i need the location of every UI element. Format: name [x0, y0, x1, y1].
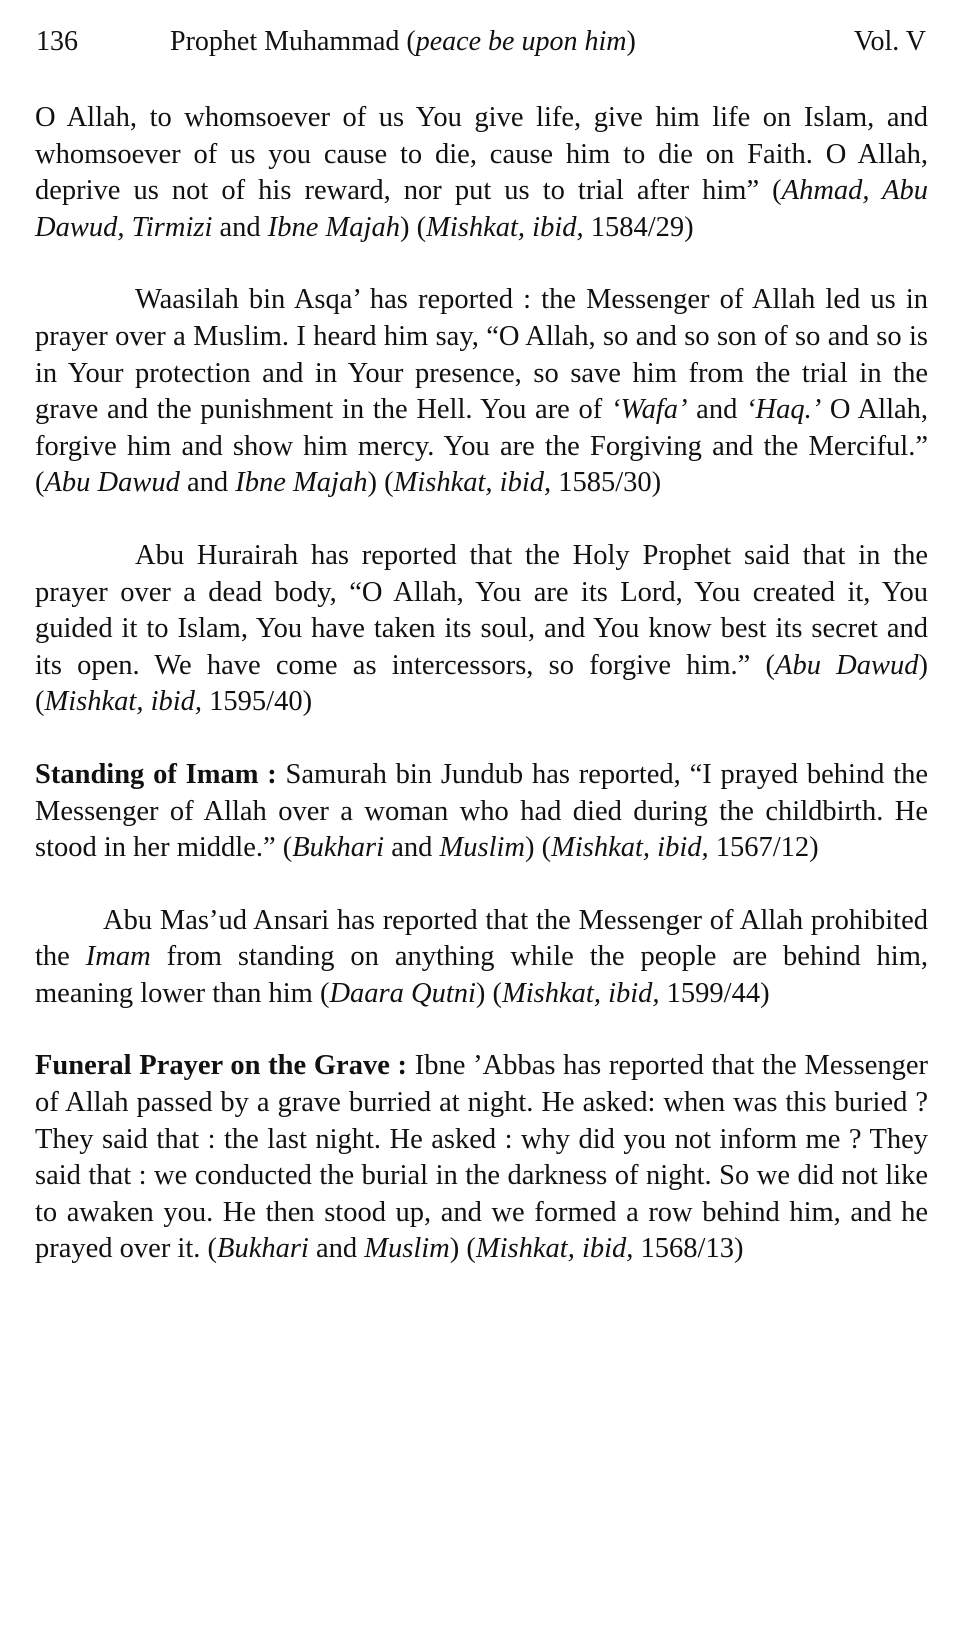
body-text: Ibne ’Abbas has reported that the Messenger of Allah passed by a grave burried at night. He asked: when was this buried ? They said that : the last night. He asked : why did you not inform me ? They said that : we conducted the burial in the darkness of night. So we did not like to awaken you. He then stood up, and we formed a row behind him, and he prayed over it. — [35, 1050, 928, 1265]
body-text: Waasilah bin Asqa’ has reported : the Messenger of Allah led us in prayer over a Muslim. I heard him say, “O Allah, so and so son of so and so is in Your protection and in Your presence, so save him from the trial in the grave and the punishment in the Hell. You are of — [35, 284, 928, 426]
book-title: Prophet Muhammad (peace be upon him) — [170, 26, 636, 57]
paragraph-dua-continuation: O Allah, to whomsoever of us You give life, give him life on Islam, and whomsoever of us you cause to die, cause him to die on Faith. O Allah, deprive us not of his reward, nor put us to trial after him” (Ahmad, Abu Dawud, Tirmizi and Ibne Majah) (Mishkat, ibid, 1584/29) — [35, 102, 928, 243]
citation-ref: 1584/29) — [590, 211, 694, 243]
page-number: 136 — [36, 26, 78, 57]
citation-mishkat: Mishkat, ibid, — [426, 211, 584, 243]
paragraph-abu-masud: Abu Mas’ud Ansari has reported that the Messenger of Allah prohibited the Imam from standing on anything while the people are behind him, meaning lower than him (Daara Qutni) (Mishkat, ibid, 1599/44) — [35, 904, 928, 1009]
term-imam: Imam — [85, 941, 151, 973]
citation-conjunction: and — [315, 1233, 358, 1265]
body-text: Samurah bin Jundub has reported, “I prayed behind the Messenger of Allah over a woman who had died during the childbirth. He stood in her middle.” — [35, 758, 929, 864]
term-haq: ‘Haq.’ — [746, 394, 822, 426]
quote-text: O Allah, to whomsoever of us You give life, give him life on Islam, and whomsoever of us you cause to die, cause him to die on Faith. O Allah, deprive us not of his reward, nor put us to trial after him” — [35, 102, 928, 207]
volume-label: Vol. V — [853, 26, 926, 57]
citation-ref: 1567/12) — [715, 832, 819, 864]
book-title-main: Prophet Muhammad — [170, 26, 400, 57]
citation-source: Abu Dawud — [775, 649, 919, 681]
citation-source: Bukhari — [217, 1233, 309, 1265]
body-text: O Allah, forgive him and show him mercy. You are the Forgiving and the Merciful.” — [35, 394, 929, 462]
citation-source: Ahmad, Abu Dawud, Tirmizi — [35, 175, 928, 243]
citation-ref: 1568/13) — [640, 1233, 744, 1265]
citation-conjunction: and — [391, 832, 433, 864]
book-title-subtitle: peace be upon him — [415, 26, 627, 57]
body-text: from standing on anything while the people are behind him, meaning lower than him — [35, 941, 928, 1009]
citation-mishkat: Mishkat, ibid, — [393, 467, 552, 499]
citation-source: Daara Qutni — [329, 977, 476, 1009]
paragraph-waasilah: Waasilah bin Asqa’ has reported : the Messenger of Allah led us in prayer over a Muslim. I heard him say, “O Allah, so and so son of so and so is in Your protection and in Your presence, so save him from the trial in the grave and the punishment in the Hell. You are of ‘Wafa’ and ‘Haq.’ O Allah, forgive him and show him mercy. You are the Forgiving and the Merciful.” (Abu Dawud and Ibne Majah) (Mishkat, ibid, 1585/30) — [35, 284, 929, 499]
conjunction: and — [696, 394, 738, 426]
section-heading: Standing of Imam : — [35, 758, 277, 790]
citation-source: Bukhari — [292, 832, 385, 864]
body-text: Abu Hurairah has reported that the Holy Prophet said that in the prayer over a dead body, “O Allah, You are its Lord, You created it, You guided it to Islam, You have taken its soul, and You know best its secret and its open. We have come as intercessors, so forgive him.” — [35, 539, 928, 681]
term-wafa: ‘Wafa’ — [610, 394, 688, 426]
paragraph-standing-of-imam: Standing of Imam : Samurah bin Jundub has reported, “I prayed behind the Messenger of Allah over a woman who had died during the childbirth. He stood in her middle.” (Bukhari and Muslim) (Mishkat, ibid, 1567/12) — [35, 758, 929, 864]
citation-source: Muslim — [364, 1233, 450, 1265]
running-header — [36, 26, 926, 66]
page-body — [35, 100, 928, 1268]
citation-mishkat: Mishkat, ibid, — [475, 1233, 634, 1265]
citation-source: Ibne Majah — [267, 211, 400, 243]
citation-ref: 1595/40) — [209, 686, 313, 718]
citation-mishkat: Mishkat, ibid, — [502, 977, 660, 1009]
paragraph-abu-hurairah: Abu Hurairah has reported that the Holy Prophet said that in the prayer over a dead body, “O Allah, You are its Lord, You created it, You guided it to Islam, You have taken its soul, and You know best its secret and its open. We have come as intercessors, so forgive him.” (Abu Dawud) (Mishkat, ibid, 1595/40) — [35, 539, 928, 718]
section-heading: Funeral Prayer on the Grave : — [35, 1050, 408, 1082]
citation-source: Ibne Majah — [235, 467, 368, 499]
paragraph-funeral-prayer-grave: Funeral Prayer on the Grave : Ibne ’Abbas has reported that the Messenger of Allah passed by a grave burried at night. He asked: when was this buried ? They said that : the last night. He asked : why did you not inform me ? They said that : we conducted the burial in the darkness of night. So we did not like to awaken you. He then stood up, and we formed a row behind him, and he prayed over it. (Bukhari and Muslim) (Mishkat, ibid, 1568/13) — [35, 1050, 928, 1265]
citation-ref: 1585/30) — [558, 467, 662, 499]
citation-mishkat: Mishkat, ibid, — [44, 686, 203, 718]
body-text: Abu Mas’ud Ansari has reported that the Messenger of Allah prohibited the — [35, 904, 928, 973]
citation-conjunction: and — [187, 467, 229, 499]
citation-mishkat: Mishkat, ibid, — [551, 832, 709, 864]
citation-conjunction: and — [219, 211, 261, 243]
citation-ref: 1599/44) — [666, 977, 770, 1009]
citation-source: Muslim — [439, 832, 525, 864]
citation-source: Abu Dawud — [44, 467, 180, 499]
